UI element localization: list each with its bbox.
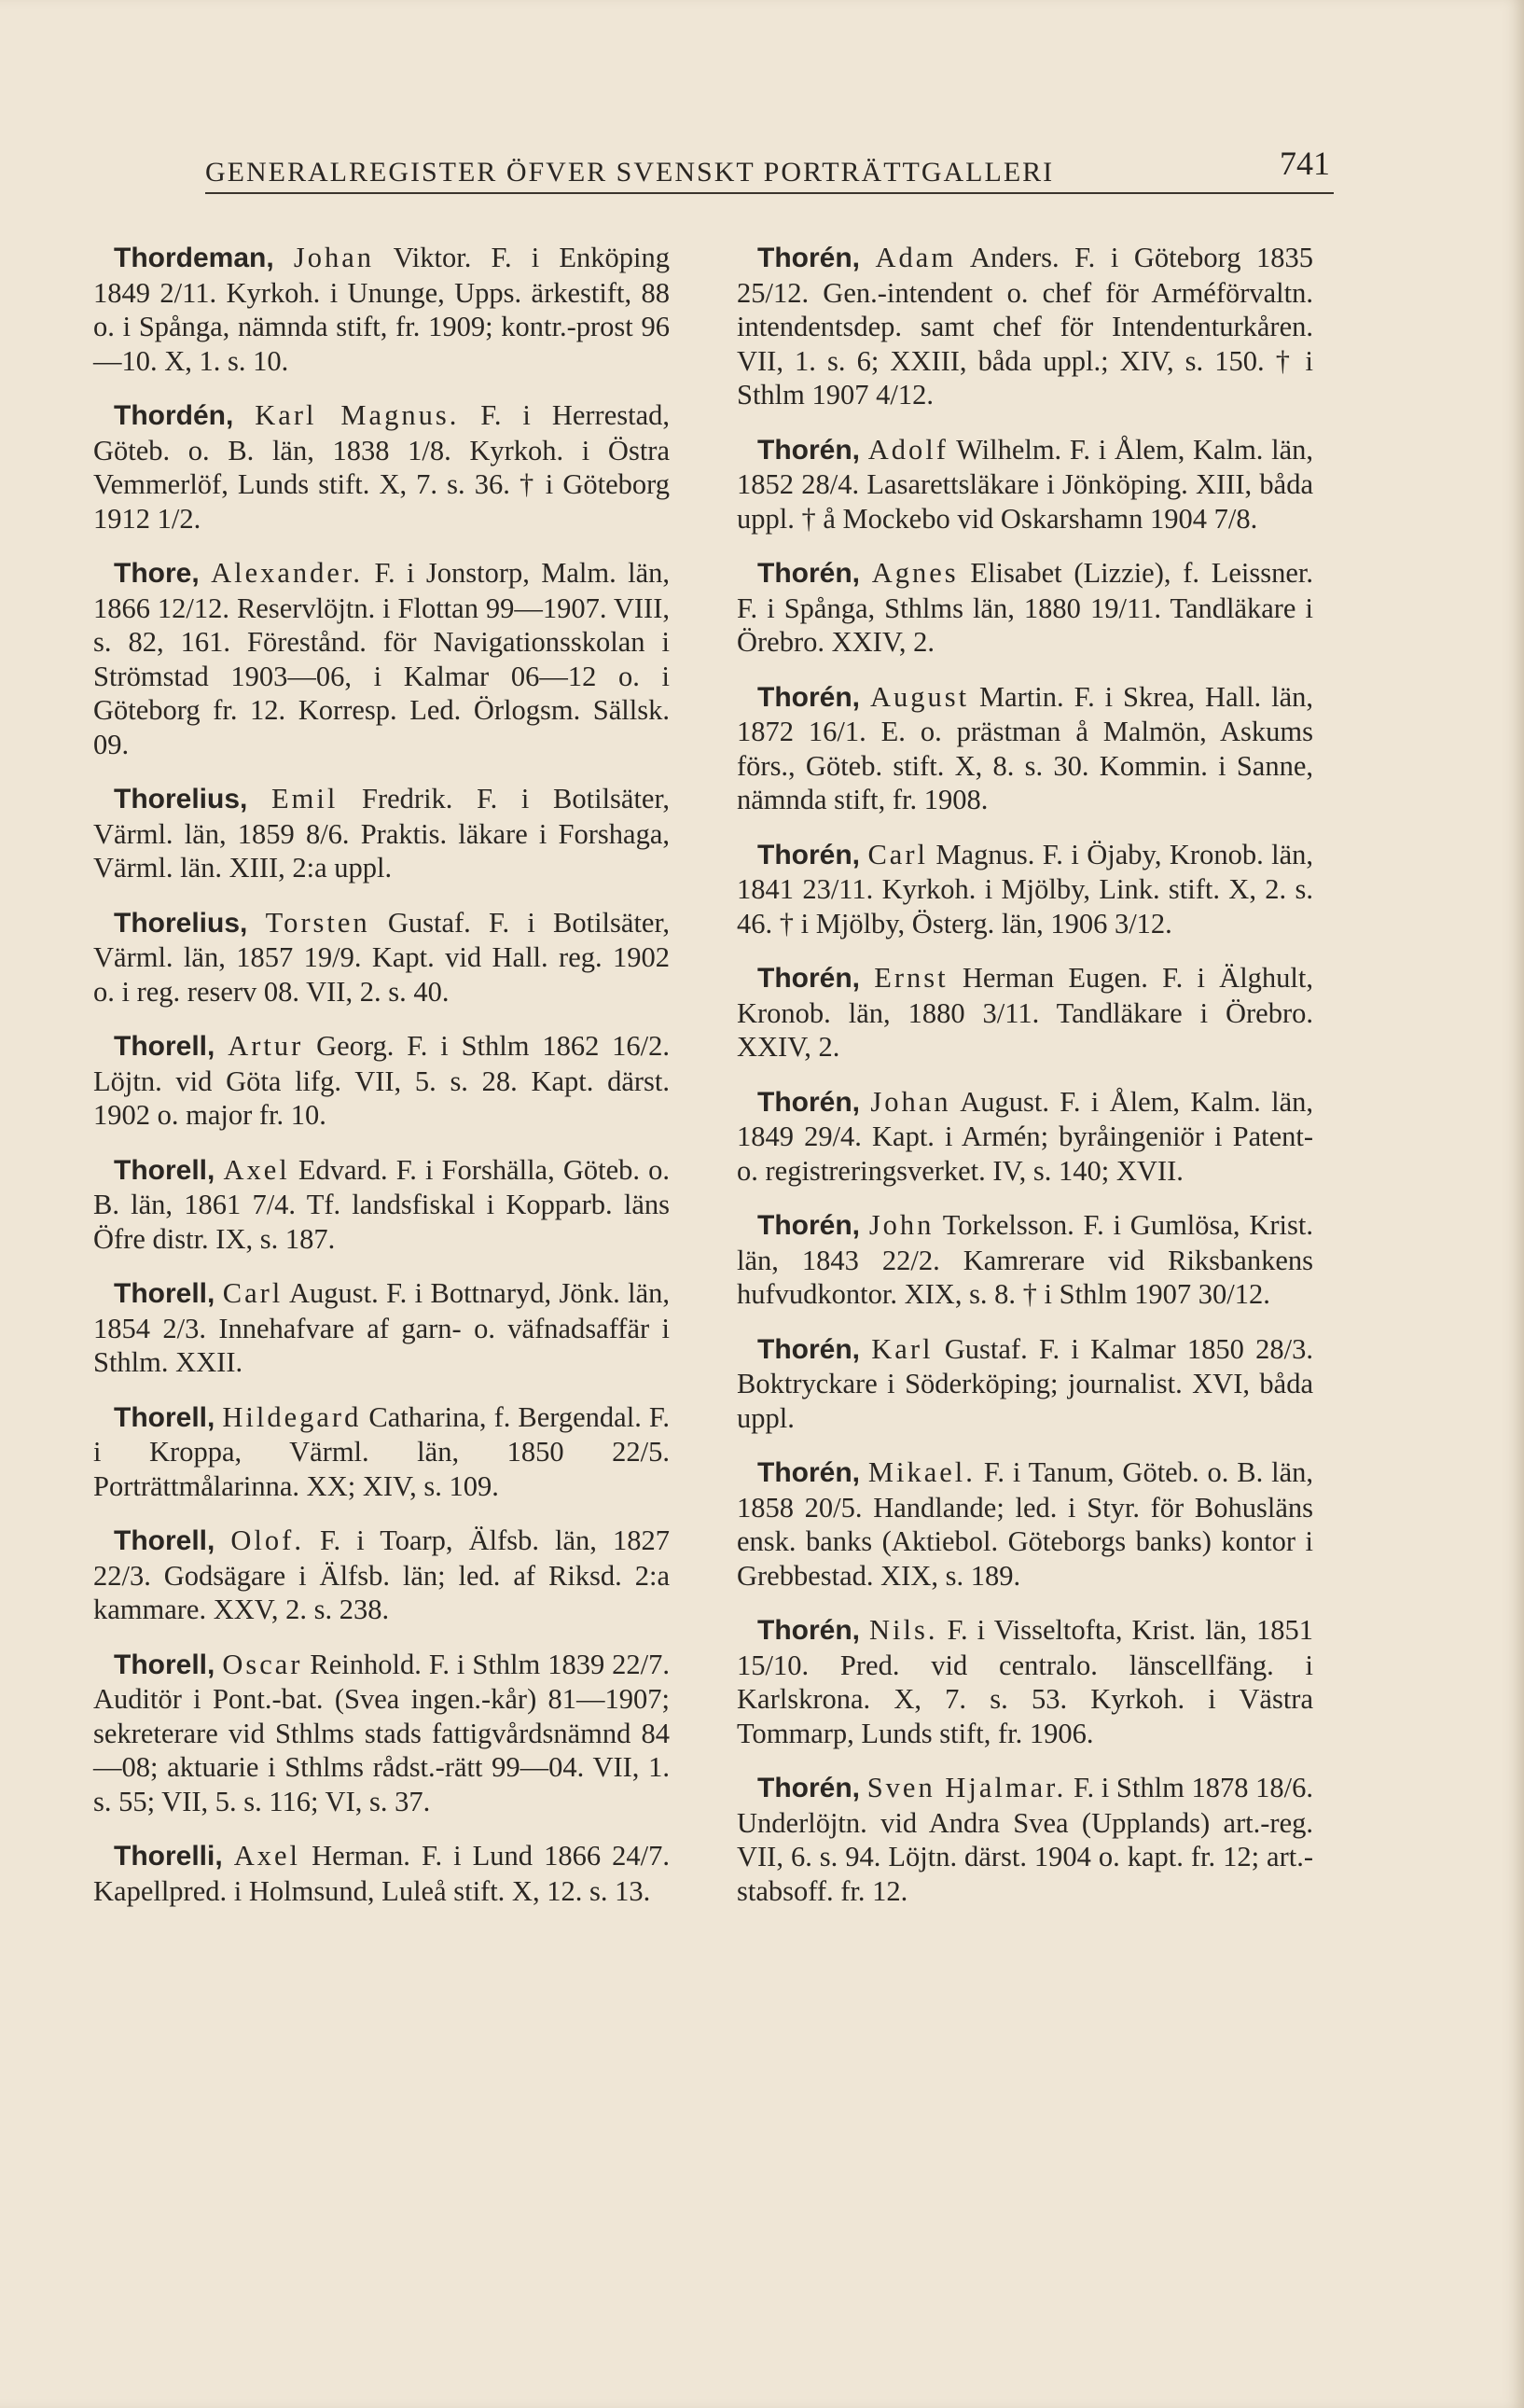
entry-text: Catharina, f. Bergendal. F. i Kroppa, Värml. län, 1850 22/5. Porträttmålarinna. XX; XIV, s. 109.: [93, 1400, 670, 1502]
entry-surname: Thorén,: [757, 1773, 860, 1803]
entry-surname: Thorell,: [114, 1525, 215, 1556]
entry-surname: Thorén,: [757, 1457, 860, 1488]
entry-text: F. i Visseltofta, Krist. län, 1851 15/10. Pred. vid centralo. länscellfäng. i Karlskrona. X, 7. s. 53. Kyrkoh. i Västra Tommarp, Lunds stift, fr. 1906.: [737, 1614, 1314, 1749]
register-entry: [737, 1085, 1313, 1189]
entry-surname: Thorell,: [114, 1154, 215, 1186]
entry-forename: Adam: [875, 242, 957, 273]
register-entry: [737, 1613, 1313, 1750]
entry-text: F. i Toarp, Älfsb. län, 1827 22/3. Godsägare i Älfsb. län; led. af Riksd. 2:a kammare. XXV, 2. s. 238.: [93, 1524, 670, 1625]
register-entry: [93, 1400, 670, 1504]
entry-forename: Axel: [233, 1840, 301, 1872]
entry-surname: Thorell,: [114, 1278, 215, 1309]
register-entry: [737, 433, 1313, 536]
register-entry: [93, 906, 670, 1009]
register-entry: [93, 782, 670, 885]
entry-forename: Alexander.: [211, 557, 364, 589]
entry-text: F. i Tanum, Göteb. o. B. län, 1858 20/5. Handlande; led. i Styr. för Bohusläns ensk. banks (Aktiebol. Göteborgs banks) kontor i Grebbestad. XIX, s. 189.: [737, 1456, 1313, 1592]
register-entry: [737, 961, 1313, 1065]
entry-forename: Ernst: [874, 962, 949, 994]
entry-surname: Thorell,: [114, 1649, 215, 1680]
entry-forename: Emil: [271, 783, 339, 814]
entry-text: Gustaf. F. i Kalmar 1850 28/3. Boktryckare i Söderköping; journalist. XVI, båda uppl.: [737, 1332, 1314, 1434]
entry-forename: Adolf: [867, 433, 949, 466]
register-entry: [93, 1839, 670, 1908]
entry-surname: Thore,: [114, 558, 200, 589]
register-entry: [93, 1276, 670, 1380]
entry-text: Torkelsson. F. i Gumlösa, Krist. län, 1843 22/2. Kamrerare vid Riksbankens hufvudkontor. XIX, s. 8. † i Sthlm 1907 30/12.: [737, 1209, 1313, 1310]
entry-text: Herman Eugen. F. i Älghult, Kronob. län, 1880 3/11. Tandläkare i Örebro. XXIV, 2.: [737, 962, 1314, 1063]
entry-forename: Oscar: [222, 1648, 303, 1680]
entry-surname: Thorén,: [757, 243, 860, 273]
entry-forename: Carl: [867, 838, 928, 870]
entry-surname: Thorén,: [757, 1615, 860, 1646]
register-entry: [737, 838, 1313, 941]
entry-surname: Thorell,: [114, 1401, 215, 1433]
entry-forename: Johan: [293, 242, 375, 273]
register-entry: [737, 680, 1313, 817]
entry-forename: Karl Magnus.: [255, 399, 460, 431]
entry-surname: Thorén,: [757, 1210, 860, 1241]
entry-text: Viktor. F. i Enköping 1849 2/11. Kyrkoh. i Ununge, Upps. ärkestift, 88 o. i Spånga, nämnda stift, fr. 1909; kontr.-prost 96—10. X, 1. s. 10.: [93, 242, 671, 377]
entry-text: August. F. i Bottnaryd, Jönk. län, 1854 2/3. Innehafvare af garn- o. väfnadsaffär i Sthlm. XXII.: [93, 1277, 671, 1378]
entry-surname: Thorén,: [757, 558, 860, 589]
entry-text: Herman. F. i Lund 1866 24/7. Kapellpred. i Holmsund, Luleå stift. X, 12. s. 13.: [93, 1840, 670, 1907]
page-number: 741: [1280, 145, 1330, 182]
entry-surname: Thorén,: [757, 1086, 860, 1118]
register-entry: [93, 241, 670, 378]
entry-surname: Thordeman,: [114, 243, 274, 273]
register-entry: [737, 1771, 1313, 1908]
entry-surname: Thorelius,: [114, 907, 248, 939]
entry-surname: Thorén,: [757, 963, 860, 994]
entry-text: Magnus. F. i Öjaby, Kronob. län, 1841 23/11. Kyrkoh. i Mjölby, Link. stift. X, 2. s. 46. † i Mjölby, Österg. län, 1906 3/12.: [737, 838, 1314, 940]
entry-text: Georg. F. i Sthlm 1862 16/2. Löjtn. vid Göta lifg. VII, 5. s. 28. Kapt. därst. 1902 o. major fr. 10.: [93, 1030, 671, 1131]
entry-forename: Axel: [223, 1153, 290, 1186]
register-entry: [737, 241, 1313, 412]
register-entry: [737, 1208, 1313, 1312]
register-entry: [93, 556, 670, 761]
entry-forename: Olof.: [230, 1524, 304, 1556]
header-title: GENERALREGISTER ÖFVER SVENSKT PORTRÄTTGALLERI: [205, 157, 1055, 188]
entry-forename: Mikael.: [867, 1456, 976, 1488]
entry-text: Anders. F. i Göteborg 1835 25/12. Gen.-intendent o. chef för Arméförvaltn. intendentsdep. samt chef för Intendenturkåren. VII, 1. s. 6; XXIII, båda uppl.; XIV, s. 150. † i Sthlm 1907 4/12.: [737, 242, 1313, 411]
register-entry: [93, 1029, 670, 1133]
entry-surname: Thorén,: [757, 1333, 860, 1365]
entry-forename: Agnes: [871, 557, 959, 589]
register-entry: [737, 556, 1313, 660]
entry-forename: Nils.: [869, 1614, 938, 1646]
register-entry: [93, 398, 670, 536]
entry-surname: Thorén,: [757, 839, 860, 870]
entry-surname: Thorén,: [757, 681, 860, 713]
register-entry: [737, 1455, 1313, 1593]
entry-surname: Thorelli,: [114, 1841, 223, 1872]
entry-text: F. i Jonstorp, Malm. län, 1866 12/12. Reservlöjtn. i Flottan 99—1907. VIII, s. 82, 161. Förestånd. för Navigationsskolan i Strömstad 1903—06, i Kalmar 06—12 o. i Göteborg fr. 12. Korresp. Led. Örlogsm. Sällsk. 09.: [93, 557, 671, 760]
entry-forename: Carl: [222, 1277, 284, 1309]
entry-text: Martin. F. i Skrea, Hall. län, 1872 16/1. E. o. prästman å Malmön, Askums förs., Göteb. stift. X, 8. s. 30. Kommin. i Sanne, nämnda stift, fr. 1908.: [737, 680, 1314, 815]
entry-forename: John: [868, 1209, 935, 1241]
entry-forename: Hildegard: [222, 1400, 362, 1433]
entry-text: Wilhelm. F. i Ålem, Kalm. län, 1852 28/4. Lasarettsläkare i Jönköping. XIII, båda uppl. † å Mockebo vid Oskarshamn 1904 7/8.: [737, 433, 1314, 535]
right-column: [737, 241, 1313, 1928]
entry-surname: Thorén,: [757, 434, 860, 466]
entry-surname: Thorell,: [114, 1031, 215, 1062]
entry-forename: Karl: [871, 1332, 934, 1365]
entry-text: Fredrik. F. i Botilsäter, Värml. län, 1859 8/6. Praktis. läkare i Forshaga, Värml. län. XIII, 2:a uppl.: [93, 783, 671, 884]
register-entry: [737, 1332, 1313, 1436]
entry-text: Reinhold. F. i Sthlm 1839 22/7. Auditör i Pont.-bat. (Svea ingen.-kår) 81—1907; sekreterare vid Sthlms stads fattigvårdsnämnd 84—08; aktuarie i Sthlms rådst.-rätt 99—04. VII, 1. s. 55; VII, 5. s. 116; VI, s. 37.: [93, 1648, 671, 1817]
register-entry: [93, 1648, 670, 1819]
running-header: [205, 145, 1334, 194]
entry-forename: Sven Hjalmar.: [866, 1772, 1067, 1803]
entry-text: Elisabet (Lizzie), f. Leissner. F. i Spånga, Sthlms län, 1880 19/11. Tandläkare i Örebro. XXIV, 2.: [737, 557, 1314, 658]
entry-text: Gustaf. F. i Botilsäter, Värml. län, 1857 19/9. Kapt. vid Hall. reg. 1902 o. i reg. reserv 08. VII, 2. s. 40.: [93, 906, 671, 1008]
entry-text: F. i Herrestad, Göteb. o. B. län, 1838 1/8. Kyrkoh. i Östra Vemmerlöf, Lunds stift. X, 7. s. 36. † i Göteborg 1912 1/2.: [93, 399, 670, 535]
entry-surname: Thorelius,: [114, 784, 248, 814]
entry-text: Edvard. F. i Forshälla, Göteb. o. B. län, 1861 7/4. Tf. landsfiskal i Kopparb. läns Öfre distr. IX, s. 187.: [93, 1153, 670, 1255]
left-column: [93, 241, 670, 1928]
entry-forename: Artur: [228, 1030, 304, 1062]
entry-forename: Johan: [870, 1085, 951, 1118]
entry-text: F. i Sthlm 1878 18/6. Underlöjtn. vid Andra Svea (Upplands) art.-reg. VII, 6. s. 94. Löjtn. därst. 1904 o. kapt. fr. 12; art.-stabsoff. fr. 12.: [737, 1772, 1314, 1907]
entry-surname: Thordén,: [114, 400, 234, 431]
register-entry: [93, 1153, 670, 1257]
entry-text: August. F. i Ålem, Kalm. län, 1849 29/4. Kapt. i Armén; byråingeniör i Patent- o. registreringsverket. IV, s. 140; XVII.: [737, 1085, 1313, 1187]
register-entry: [93, 1524, 670, 1627]
entry-forename: Torsten: [265, 906, 370, 939]
entry-forename: August: [869, 680, 970, 713]
